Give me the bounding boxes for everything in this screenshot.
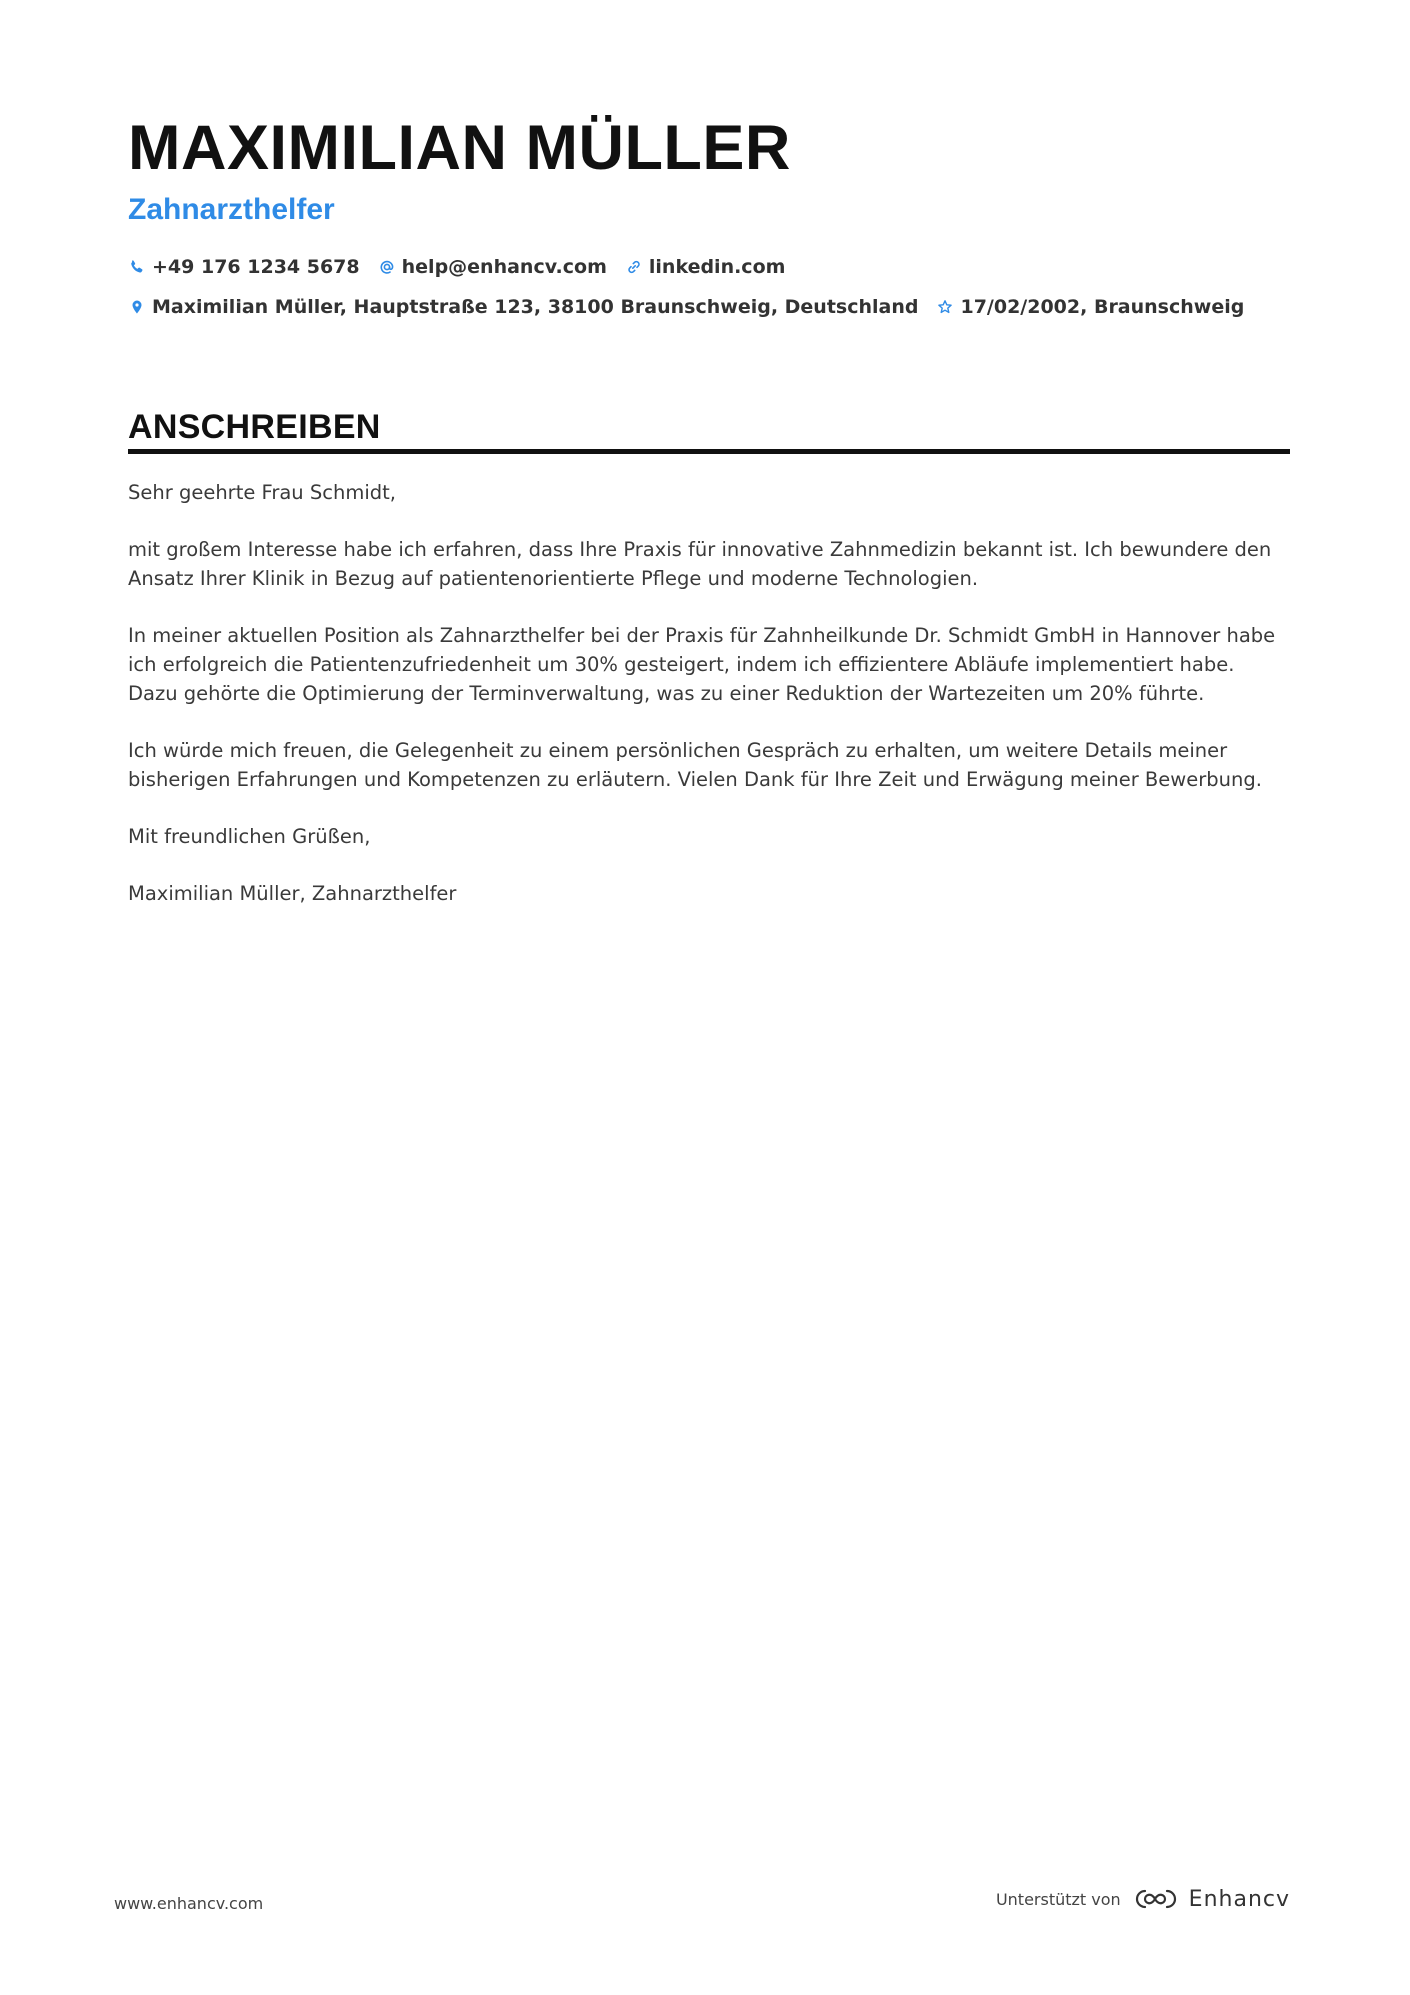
contact-email	[378, 256, 607, 278]
letter-paragraph: Ich würde mich freuen, die Gelegenheit zu einem persönlichen Gespräch zu erhalten, um weitere Details meiner bisherigen Erfahrungen und Kompetenzen zu erläutern. Vielen Dank für Ihre Zeit und Erwägung meiner Bewerbung.	[128, 739, 1262, 791]
location-pin-icon	[128, 298, 146, 316]
letter-body	[128, 478, 1290, 936]
applicant-role: Zahnarzthelfer	[128, 193, 335, 226]
infinity-logo-icon	[1133, 1886, 1179, 1912]
contact-phone	[128, 256, 360, 278]
linkedin-link[interactable]: linkedin.com	[648, 256, 786, 278]
contact-link	[625, 256, 786, 278]
footer-website[interactable]: www.enhancv.com	[114, 1894, 264, 1913]
brand-name: Enhancv	[1188, 1886, 1290, 1912]
phone-icon	[128, 258, 146, 276]
link-icon	[625, 258, 643, 276]
letter-closing: Mit freundlichen Grüßen,	[128, 825, 371, 848]
contact-row-secondary	[128, 293, 1244, 321]
applicant-name: MAXIMILIAN MÜLLER	[128, 113, 791, 183]
phone-number[interactable]: +49 176 1234 5678	[152, 256, 360, 278]
postal-address: Maximilian Müller, Hauptstraße 123, 38100 Braunschweig, Deutschland	[152, 296, 919, 318]
at-icon	[378, 258, 396, 276]
letter-salutation: Sehr geehrte Frau Schmidt,	[128, 481, 396, 504]
footer-branding	[996, 1886, 1290, 1912]
letter-paragraph: In meiner aktuellen Position als Zahnarzthelfer bei der Praxis für Zahnheilkunde Dr. Schmidt GmbH in Hannover habe ich erfolgreich die Patientenzufriedenheit um 30% gesteigert, indem ich effizientere Abläufe implementiert habe. Dazu gehörte die Optimierung der Terminverwaltung, was zu einer Reduktion der Wartezeiten um 20% führte.	[128, 624, 1276, 705]
contact-address	[128, 296, 918, 318]
powered-by-label: Unterstützt von	[995, 1889, 1121, 1909]
star-icon	[936, 298, 954, 316]
brand-logo[interactable]	[1133, 1886, 1290, 1912]
letter-signature: Maximilian Müller, Zahnarzthelfer	[128, 882, 457, 905]
email-address[interactable]: help@enhancv.com	[401, 256, 607, 278]
contact-birth	[936, 296, 1244, 318]
contact-row-primary	[128, 253, 785, 281]
section-divider	[128, 449, 1290, 454]
letter-paragraph: mit großem Interesse habe ich erfahren, dass Ihre Praxis für innovative Zahnmedizin bekannt ist. Ich bewundere den Ansatz Ihrer Klinik in Bezug auf patientenorientierte Pflege und moderne Technologien.	[128, 538, 1272, 590]
section-title: ANSCHREIBEN	[128, 408, 381, 446]
birth-date-place: 17/02/2002, Braunschweig	[960, 296, 1245, 318]
